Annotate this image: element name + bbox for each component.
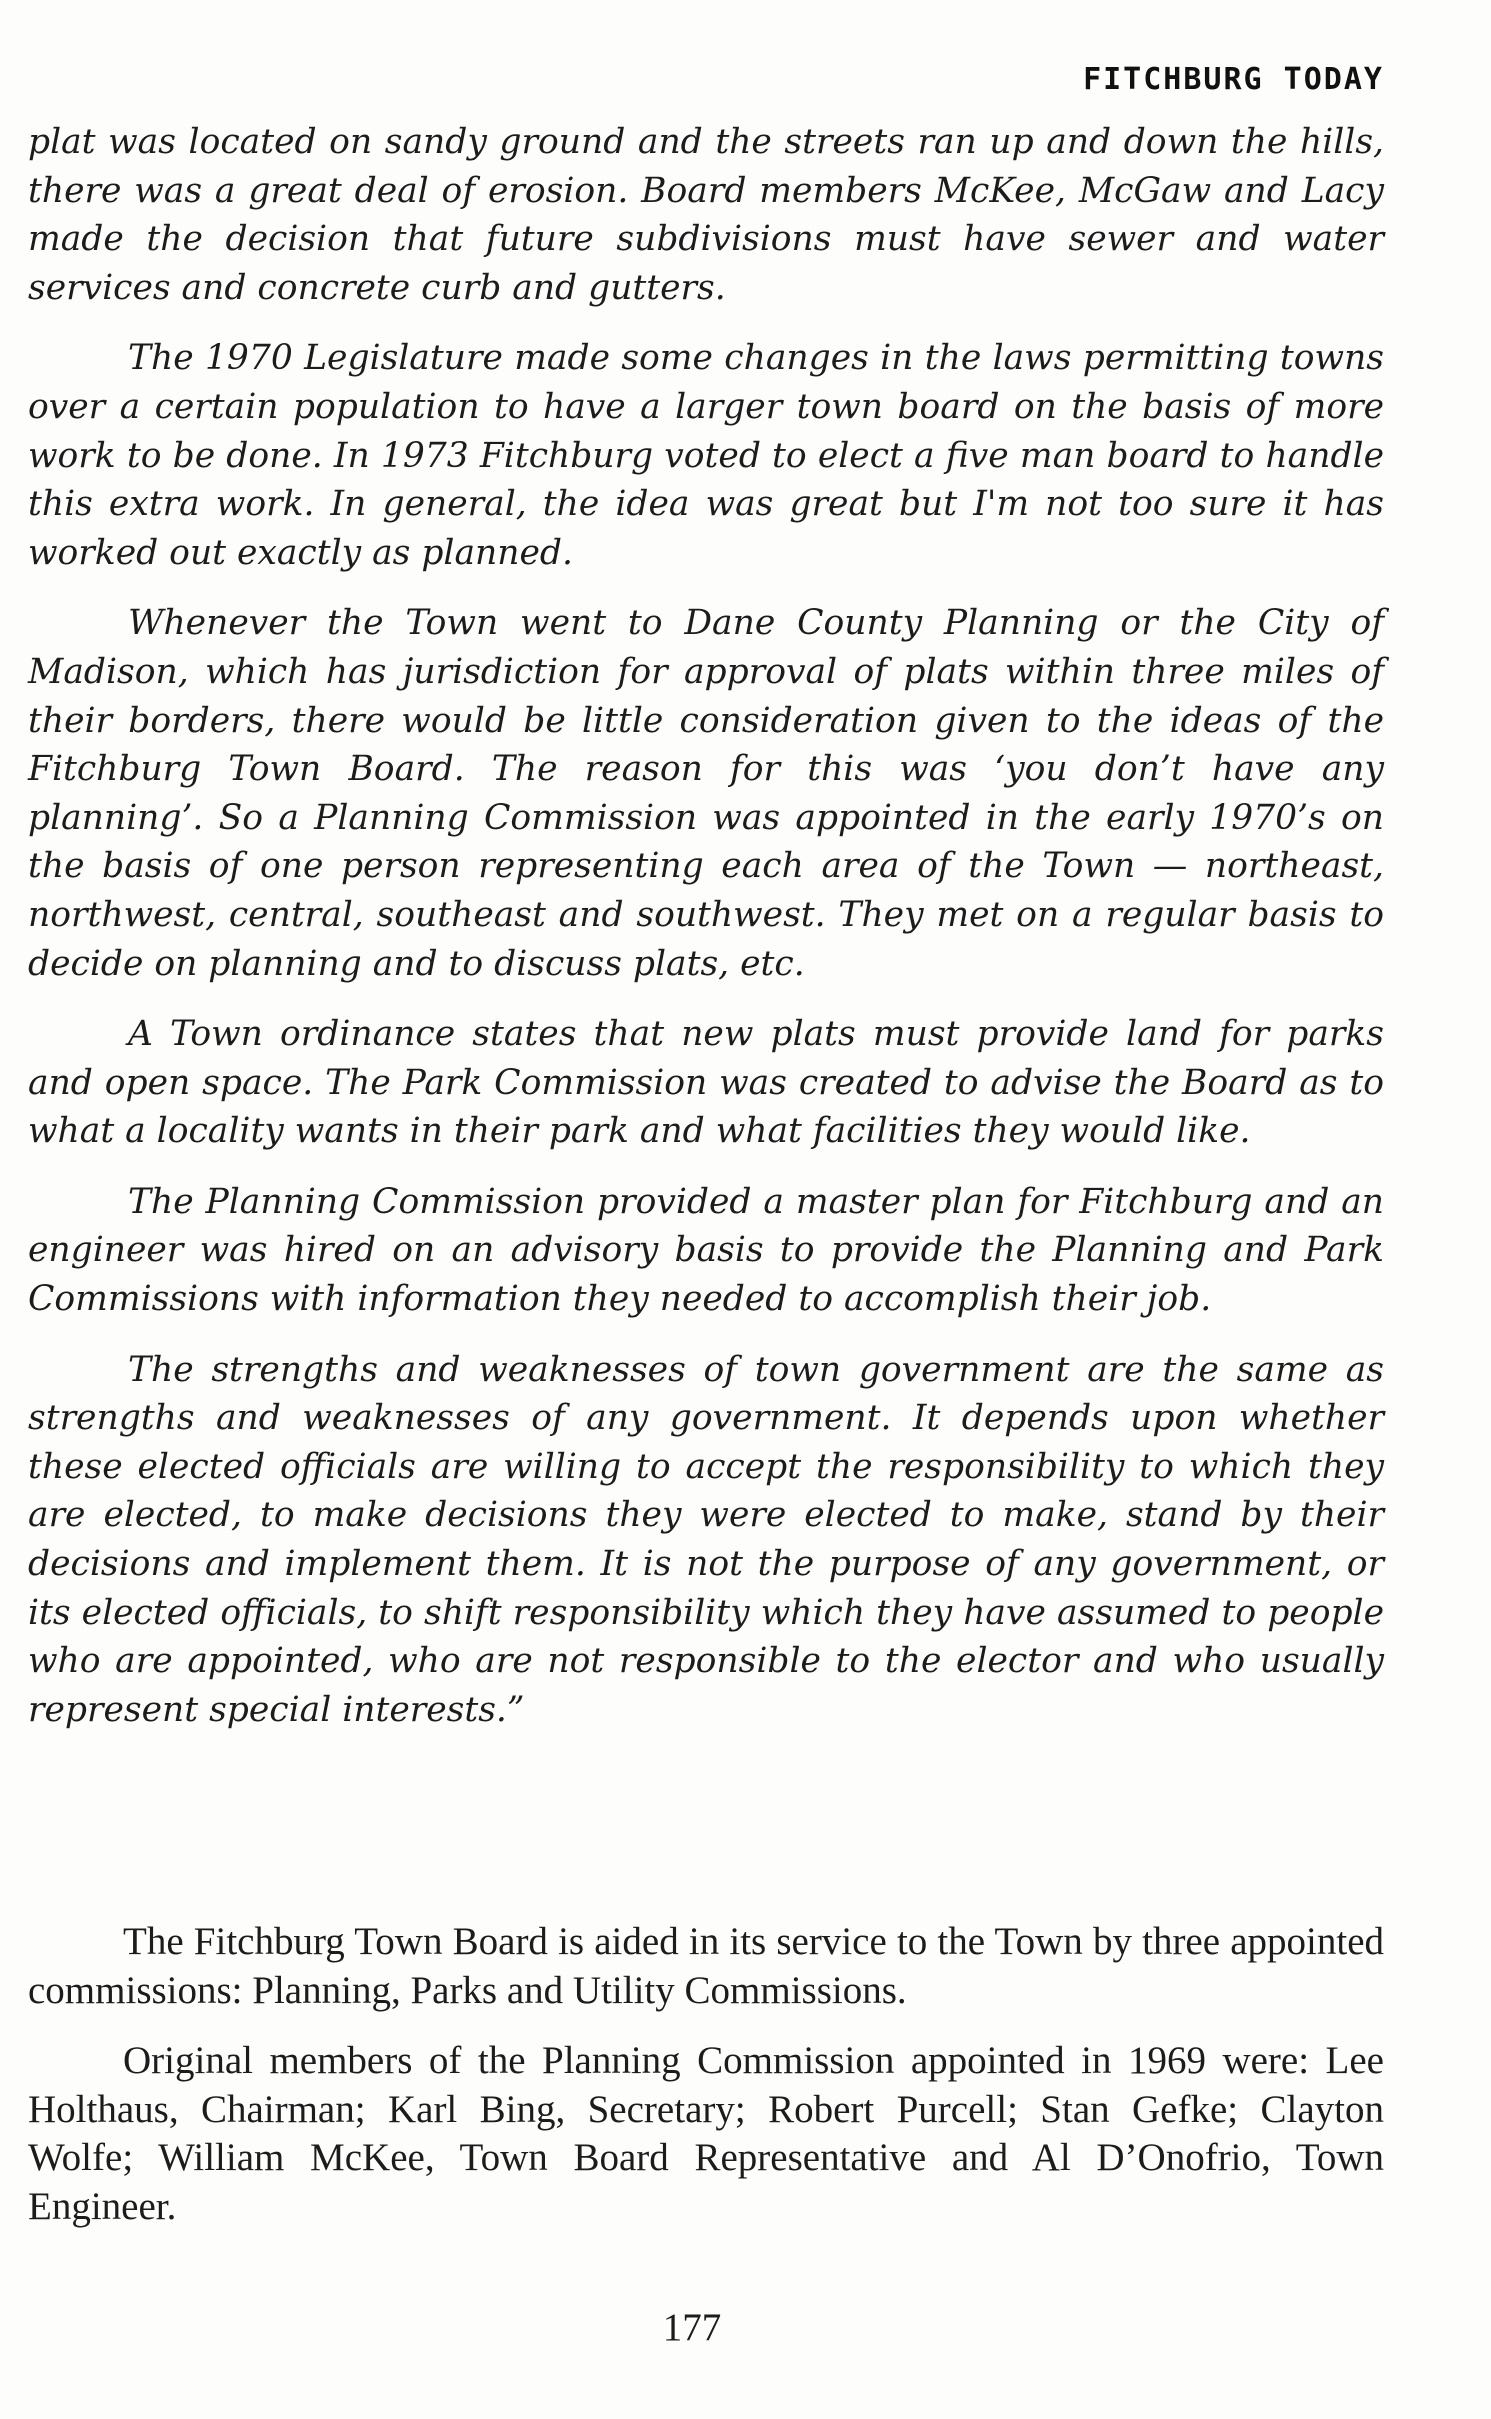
paragraph-master-plan: The Planning Commission provided a master plan for Fitchburg and an engineer was hired on an advisory basis to provide the Planning and Park Commissions with information they needed to accomplish their job. xyxy=(28,1181,1384,1320)
page-number: 177 xyxy=(662,2306,722,2349)
paragraph-park-commission: A Town ordinance states that new plats must provide land for parks and open space. The Park Commission was created to advise the Board as to what a locality wants in their park and what facilities they would like. xyxy=(28,1014,1384,1152)
paragraph-original-members: Original members of the Planning Commission appointed in 1969 were: Lee Holthaus, Chairman; Karl Bing, Secretary; Robert Purcell; Stan Gefke; Clayton Wolfe; William McKee, Town Board Representative and Al D’Onofrio, Town Engineer. xyxy=(28,2039,1384,2228)
paragraph-erosion: plat was located on sandy ground and the streets ran up and down the hills, there was a great deal of erosion. Board members McKee, McGaw and Lacy made the decision that future subdivisions must have sewer and water services and concrete curb and gutters. xyxy=(28,122,1384,308)
running-head: FITCHBURG TODAY xyxy=(1083,62,1384,97)
paragraph-commissions: The Fitchburg Town Board is aided in its service to the Town by three appointed commissions: Planning, Parks and Utility Commissions. xyxy=(28,1920,1384,2012)
paragraph-planning-commission: Whenever the Town went to Dane County Planning or the City of Madison, which has jurisdiction for approval of plats within three miles of their borders, there would be little consideration given to the ideas of the Fitchburg Town Board. The reason for this was ‘you don’t have any planning’. So a Planning Commission was appointed in the early 1970’s on the basis of one person representing each area of the Town — northeast, northwest, central, southeast and southwest. They met on a regular basis to decide on planning and to discuss plats, etc. xyxy=(28,603,1384,984)
paragraph-strengths-weaknesses: The strengths and weaknesses of town government are the same as strengths and weaknesses of any government. It depends upon whether these elected officials are willing to accept the responsibility to which they are elected, to make decisions they were elected to make, stand by their decisions and implement them. It is not the purpose of any government, or its elected officials, to shift responsibility which they have assumed to people who are appointed, who are not responsible to the elector and who usually represent special interests.” xyxy=(28,1349,1384,1730)
paragraph-legislature: The 1970 Legislature made some changes in the laws permitting towns over a certain population to have a larger town board on the basis of more work to be done. In 1973 Fitchburg voted to elect a five man board to handle this extra work. In general, the idea was great but I'm not too sure it has worked out exactly as planned. xyxy=(28,338,1384,573)
quoted-passage xyxy=(28,118,1384,1756)
narrative-passage xyxy=(28,1918,1384,2253)
